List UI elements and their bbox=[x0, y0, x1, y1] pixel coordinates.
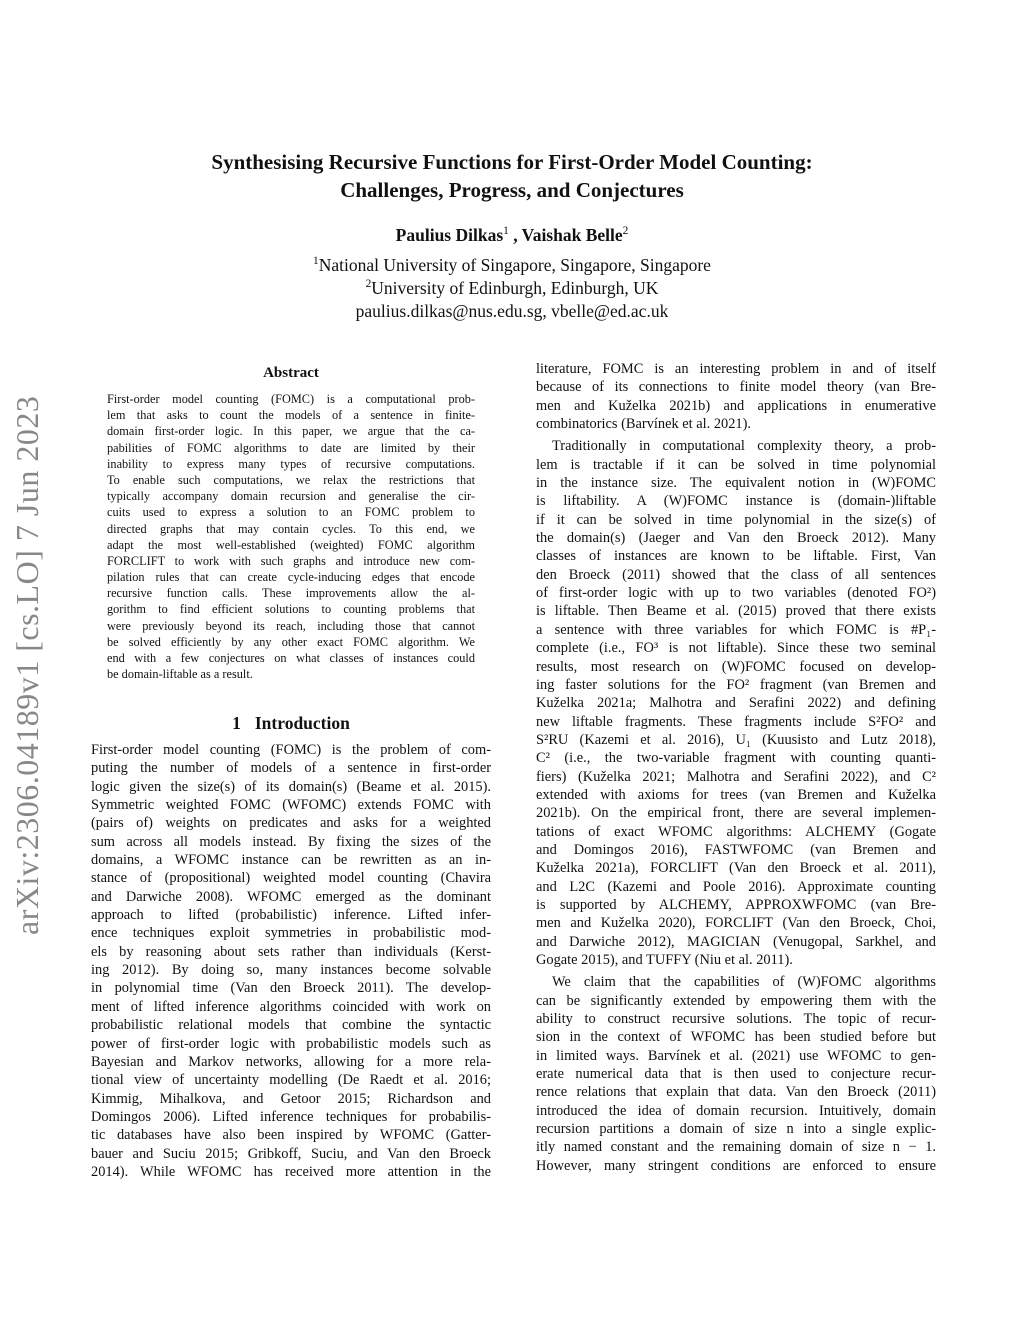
body-text-line: 2014). While WFOMC has received more attention in the bbox=[91, 1163, 491, 1180]
body-text-line: men and Kuželka 2020), FORCLIFT (Van den Broeck, Choi, bbox=[536, 915, 936, 932]
body-text-line: tations of exact WFOMC algorithms: ALCHEMY (Gogate bbox=[536, 823, 936, 840]
title-line: Synthesising Recursive Functions for First-Order Model Counting: bbox=[211, 150, 813, 174]
body-text-line: men and Kuželka 2021b) and applications in enumerative bbox=[536, 397, 936, 414]
abstract bbox=[107, 365, 475, 682]
body-text-line: ence techniques exploit symmetries in probabilistic mod- bbox=[91, 925, 491, 942]
right-column-text bbox=[536, 360, 936, 1175]
body-text-line: 2021b). On the empirical front, there are several implemen- bbox=[536, 805, 936, 822]
body-text-line: recursion partitions a domain of size n into a single explic- bbox=[536, 1121, 936, 1138]
body-text-line: introduced the idea of domain recursion. Intuitively, domain bbox=[536, 1102, 936, 1119]
body-text-line: power of first-order logic with probabilistic models such as bbox=[91, 1035, 491, 1052]
abstract-line: cuits used to express a solution to an FOMC problem to bbox=[107, 505, 475, 520]
arxiv-identifier: arXiv:2306.04189v1 [cs.LO] 7 Jun 2023 bbox=[9, 395, 45, 935]
body-text-line: because of its connections to finite model theory (van Bre- bbox=[536, 379, 936, 396]
body-text-line: tional view of uncertainty modelling (De Raedt et al. 2016; bbox=[91, 1072, 491, 1089]
body-text-line: ability to construct recursive solutions. The topic of recur- bbox=[536, 1011, 936, 1028]
left-column-text bbox=[91, 741, 491, 1181]
abstract-line: lem that asks to count the models of a sentence in finite- bbox=[107, 408, 475, 423]
body-text-line: erate numerical data that is then used to conjecture recur- bbox=[536, 1066, 936, 1083]
abstract-line: gorithm to find efficient solutions to counting problems that bbox=[107, 602, 475, 617]
body-text-line: results, most research on (W)FOMC focused on develop- bbox=[536, 658, 936, 675]
affiliation bbox=[100, 277, 924, 300]
affiliations bbox=[100, 254, 924, 323]
body-text-line: domains, a WFOMC instance can be rewritten as an in- bbox=[91, 852, 491, 869]
body-text-line: First-order model counting (FOMC) is the problem of com- bbox=[91, 742, 491, 758]
body-text-line: in polynomial time (Van den Broeck 2011). The develop- bbox=[91, 980, 491, 997]
abstract-line: end with a few conjectures on what classes of instances could bbox=[107, 651, 475, 665]
abstract-line: were previously beyond its reach, including those that cannot bbox=[107, 618, 475, 633]
body-text-line: Domingos 2006). Lifted inference techniques for probabilis- bbox=[91, 1108, 491, 1125]
affiliation-text: University of Edinburgh, Edinburgh, UK bbox=[371, 278, 659, 298]
author-affil-mark: 1 bbox=[503, 225, 509, 238]
body-text-line: However, many stringent conditions are enforced to ensure bbox=[536, 1157, 936, 1174]
body-text-line: extended with axioms for trees (van Bremen and Kuželka bbox=[536, 786, 936, 803]
author-emails: paulius.dilkas@nus.edu.sg, vbelle@ed.ac.uk bbox=[355, 301, 669, 321]
abstract-line: be solved efficiently by any other exact FOMC algorithm. We bbox=[107, 634, 475, 649]
author-name: Paulius Dilkas bbox=[395, 225, 504, 245]
body-text-line: Kuželka 2021a), FORCLIFT (Van den Broeck et al. 2011), bbox=[536, 860, 936, 877]
body-text-line: of first-order logic with up to two variables (denoted FO²) bbox=[536, 585, 936, 602]
affiliation-mark: 1 bbox=[313, 255, 319, 268]
abstract-line: adapt the most well-established (weighted) FOMC algorithm bbox=[107, 537, 475, 552]
author-name: Vaishak Belle bbox=[521, 225, 623, 245]
paper-title bbox=[100, 148, 924, 204]
body-text-line: S²RU (Kazemi et al. 2016), U₁ (Kuusisto and Lutz 2018), bbox=[536, 731, 936, 748]
affiliation-text: National University of Singapore, Singapore, Singapore bbox=[318, 255, 711, 275]
abstract-line: be domain-liftable as a result. bbox=[107, 667, 253, 682]
paragraph bbox=[536, 437, 936, 969]
body-text-line: (pairs of) weights on predicates and asks for a weighted bbox=[91, 815, 491, 832]
paragraph bbox=[536, 360, 936, 433]
body-text-line: a sentence with three variables for which FOMC is #P₁- bbox=[536, 621, 936, 638]
body-text-line: lem is tractable if it can be solved in time polynomial bbox=[536, 456, 936, 473]
section-number: 1 bbox=[232, 713, 241, 733]
body-text-line: and Darwiche 2008). WFOMC emerged as the dominant bbox=[91, 888, 491, 905]
body-text-line: approach to lifted (probabilistic) inference. Lifted infer- bbox=[91, 907, 491, 924]
body-text-line: complete (i.e., FO³ is not liftable). Since these two seminal bbox=[536, 640, 936, 657]
body-text-line: fiers) (Kuželka 2021; Malhotra and Serafini 2022), and C² bbox=[536, 768, 936, 785]
abstract-line: domain first-order logic. In this paper, we argue that the ca- bbox=[107, 424, 475, 439]
body-text-line: Bayesian and Markov networks, allowing for a more rela- bbox=[91, 1053, 491, 1070]
abstract-line: directed graphs that may contain cycles. To this end, we bbox=[107, 521, 475, 536]
body-text-line: and Domingos 2016), FASTWFOMC (van Bremen and bbox=[536, 841, 936, 858]
abstract-line: First-order model counting (FOMC) is a computational prob- bbox=[107, 392, 475, 406]
body-text-line: probabilistic relational models that combine the syntactic bbox=[91, 1017, 491, 1034]
affiliation-mark: 2 bbox=[365, 278, 372, 291]
abstract-line: pabilities of FOMC algorithms to date are limited by their bbox=[107, 440, 475, 455]
body-text-line: Gogate 2015), and TUFFY (Niu et al. 2011). bbox=[536, 952, 793, 968]
body-text-line: tic databases have also been inspired by WFOMC (Gatter- bbox=[91, 1127, 491, 1144]
body-text-line: els by reasoning about sets rather than individuals (Kerst- bbox=[91, 943, 491, 960]
section-heading bbox=[91, 713, 491, 734]
author-separator: , bbox=[508, 225, 522, 245]
body-text-line: is liftability. A (W)FOMC instance is (domain-)liftable bbox=[536, 493, 936, 510]
body-text-line: is supported by ALCHEMY, APPROXWFOMC (van Bre- bbox=[536, 896, 936, 913]
body-text-line: Kuželka 2021a; Malhotra and Serafini 2022) and defining bbox=[536, 695, 936, 712]
author-affil-mark: 2 bbox=[622, 225, 629, 238]
body-text-line: Symmetric weighted FOMC (WFOMC) extends FOMC with bbox=[91, 797, 491, 814]
body-text-line: stance of (propositional) weighted model counting (Chavira bbox=[91, 870, 491, 887]
body-text-line: bauer and Suciu 2015; Gribkoff, Suciu, and Van den Broeck bbox=[91, 1145, 491, 1162]
body-text-line: ment of lifted inference algorithms coincided with work on bbox=[91, 998, 491, 1015]
body-text-line: can be significantly extended by empowering them with the bbox=[536, 992, 936, 1009]
abstract-line: recursive function calls. These improvements allow the al- bbox=[107, 586, 475, 601]
body-text-line: and Darwiche 2012), MAGICIAN (Venugopal, Sarkhel, and bbox=[536, 933, 936, 950]
body-text-line: combinatorics (Barvínek et al. 2021). bbox=[536, 416, 751, 433]
body-text-line: in limited ways. Barvínek et al. (2021) use WFOMC to gen- bbox=[536, 1047, 936, 1064]
section-title: Introduction bbox=[254, 713, 350, 733]
body-text-line: new liftable fragments. These fragments include S²FO² and bbox=[536, 713, 936, 730]
body-text-line: Traditionally in computational complexity theory, a prob- bbox=[552, 438, 936, 455]
body-text-line: ing 2012). By doing so, many instances become solvable bbox=[91, 962, 491, 979]
body-text-line: puting the number of models of a sentence in first-order bbox=[91, 760, 491, 777]
body-text-line: in the instance size. The equivalent notion in (W)FOMC bbox=[536, 475, 936, 492]
abstract-line: pilation rules that can create cycle-inducing edges that encode bbox=[107, 570, 475, 585]
abstract-line: inability to express many types of recursive computations. bbox=[107, 456, 475, 471]
title-line: Challenges, Progress, and Conjectures bbox=[340, 178, 684, 202]
affiliation bbox=[100, 254, 924, 277]
body-text-line: classes of instances are known to be liftable. First, Van bbox=[536, 548, 936, 565]
author-list bbox=[100, 225, 924, 246]
abstract-heading: Abstract bbox=[263, 365, 319, 381]
body-text-line: literature, FOMC is an interesting problem in and of itself bbox=[536, 361, 936, 377]
body-text-line: We claim that the capabilities of (W)FOMC algorithms bbox=[552, 974, 936, 991]
body-text-line: den Broeck (2011) showed that the class of all sentences bbox=[536, 566, 936, 583]
body-text-line: sion in the context of WFOMC has been studied before but bbox=[536, 1029, 936, 1046]
body-text-line: C² (i.e., the two-variable fragment with counting quanti- bbox=[536, 750, 936, 767]
abstract-line: FORCLIFT to work with such graphs and introduce new com- bbox=[107, 553, 475, 568]
paragraph bbox=[536, 973, 936, 1175]
body-text-line: itly named constant and the remaining domain of size n − 1. bbox=[536, 1139, 936, 1156]
body-text-line: if it can be solved in time polynomial in the size(s) of bbox=[536, 511, 936, 528]
body-text-line: is liftable. Then Beame et al. (2015) proved that there exists bbox=[536, 603, 936, 620]
body-text-line: and L2C (Kazemi and Poole 2016). Approximate counting bbox=[536, 878, 936, 895]
abstract-line: To enable such computations, we relax the restrictions that bbox=[107, 472, 475, 487]
abstract-body bbox=[107, 391, 475, 682]
body-text-line: logic given the size(s) of its domain(s) (Beame et al. 2015). bbox=[91, 778, 491, 795]
body-text-line: rence relations that explain that data. Van den Broeck (2011) bbox=[536, 1084, 936, 1101]
body-text-line: ing faster solutions for the FO² fragment (van Bremen and bbox=[536, 676, 936, 693]
body-text-line: the domain(s) (Jaeger and Van den Broeck 2012). Many bbox=[536, 530, 936, 547]
abstract-line: typically accompany domain recursion and generalise the cir- bbox=[107, 489, 475, 504]
body-text-line: Kimmig, Mihalkova, and Getoor 2015; Richardson and bbox=[91, 1090, 491, 1107]
body-text-line: sum across all models instead. By fixing the sizes of the bbox=[91, 833, 491, 850]
